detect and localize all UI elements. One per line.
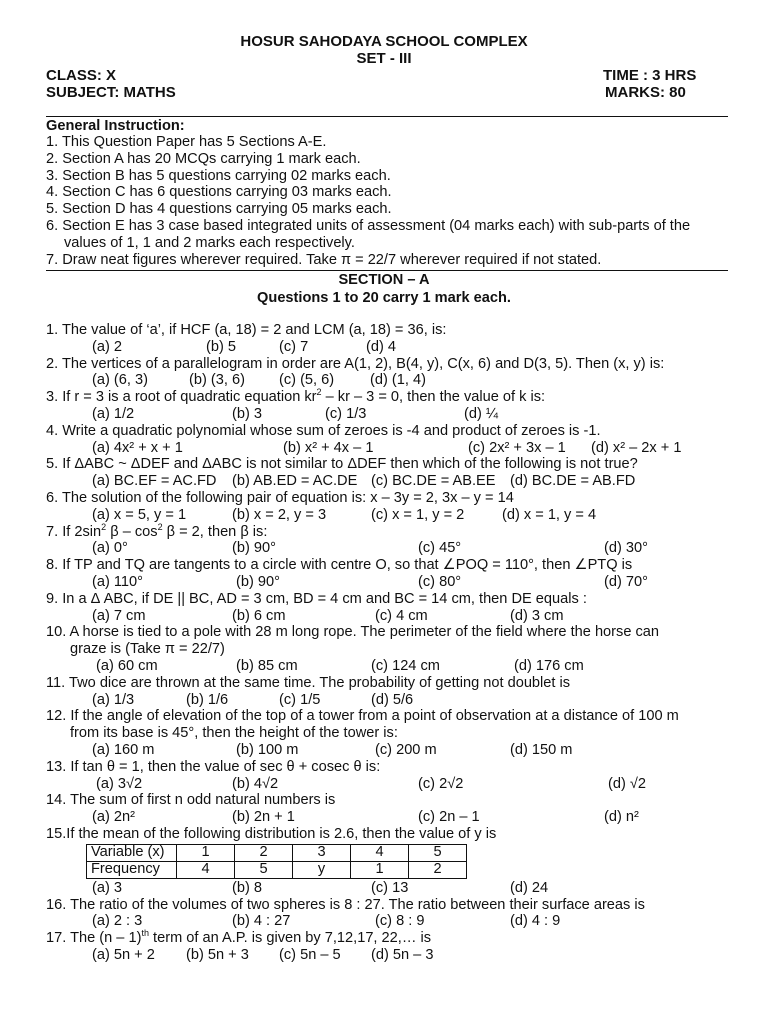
option-b: (b) 90°: [232, 540, 276, 557]
table-cell: 2: [409, 861, 467, 878]
question-text-part: term of an A.P. is given by 7,12,17, 22,… is: [148, 930, 432, 947]
option-a: (a) 110°: [92, 573, 143, 590]
options-row: [46, 540, 746, 557]
option-b: (b) 85 cm: [236, 657, 298, 674]
question-5: [46, 456, 746, 490]
instruction-item: 5. Section D has 4 questions carrying 05 marks each.: [46, 201, 392, 218]
question-16: [46, 897, 746, 931]
option-c: (c) 124 cm: [371, 657, 440, 674]
options-row: [46, 809, 746, 826]
question-1: [46, 322, 746, 356]
time-label: TIME : 3 HRS: [603, 67, 697, 84]
option-d: (d) BC.DE = AB.FD: [510, 473, 636, 490]
option-a: (a) 1/3: [92, 691, 135, 708]
option-b: (b) x² + 4x – 1: [283, 439, 374, 456]
option-a: (a) 7 cm: [92, 607, 146, 624]
question-text: 4. Write a quadratic polynomial whose sum of zeroes is -4 and product of zeroes is -1.: [46, 422, 601, 439]
options-row: [46, 339, 746, 356]
options-row: [46, 574, 746, 591]
option-c: (c) 13: [371, 879, 409, 896]
table-cell: 3: [293, 844, 351, 861]
option-b: (b) 4 : 27: [232, 913, 291, 930]
option-d: (d) 30°: [604, 540, 648, 557]
question-text-part: β – cos: [106, 523, 158, 540]
instructions-heading: General Instruction:: [46, 118, 185, 134]
question-text: 10. A horse is tied to a pole with 28 m long rope. The perimeter of the field where the horse can: [46, 624, 660, 641]
options-row: [46, 658, 746, 675]
instruction-item: 7. Draw neat figures wherever required. Take π = 22/7 wherever required if not stated.: [46, 251, 602, 268]
option-b: (b) AB.ED = AC.DE: [232, 473, 358, 490]
table-cell: 4: [177, 861, 235, 878]
option-d: (d) 5n – 3: [371, 946, 434, 963]
option-d: (d) x = 1, y = 4: [502, 506, 597, 523]
option-c: (c) 1/5: [279, 691, 321, 708]
header-divider: [46, 116, 728, 117]
question-10: [46, 624, 746, 674]
question-text: 5. If ΔABC ~ ΔDEF and ΔABC is not similar to ΔDEF then which of the following is not true?: [46, 456, 638, 473]
question-text: 9. In a Δ ABC, if DE || BC, AD = 3 cm, BD = 4 cm and BC = 14 cm, then DE equals :: [46, 590, 587, 607]
question-text: 13. If tan θ = 1, then the value of sec θ + cosec θ is:: [46, 758, 381, 775]
table-row-header: Variable (x): [87, 844, 177, 861]
option-a: (a) x = 5, y = 1: [92, 506, 187, 523]
section-divider: [46, 270, 728, 271]
question-text-part: – kr – 3 = 0, then the value of k is:: [321, 389, 546, 406]
option-a: (a) 5n + 2: [92, 946, 155, 963]
question-9: [46, 591, 746, 625]
options-row: [46, 776, 746, 793]
table-cell: 1: [177, 844, 235, 861]
instruction-item: 3. Section B has 5 questions carrying 02 marks each.: [46, 167, 391, 184]
question-13: [46, 759, 746, 793]
instruction-item: 1. This Question Paper has 5 Sections A-E.: [46, 134, 327, 150]
instructions-list: [46, 134, 746, 268]
subject-label: SUBJECT: MATHS: [46, 84, 176, 101]
options-row: [46, 507, 746, 524]
option-c: (c) 200 m: [375, 741, 437, 758]
options-row: [46, 406, 746, 423]
option-b: (b) (3, 6): [189, 372, 245, 389]
option-c: (c) BC.DE = AB.EE: [371, 473, 496, 490]
table-row: [87, 844, 467, 861]
option-d: (d) 70°: [604, 573, 648, 590]
option-a: (a) 0°: [92, 540, 128, 557]
option-c: (c) 2n – 1: [418, 809, 480, 826]
options-row: [46, 608, 746, 625]
option-a: (a) 60 cm: [96, 657, 158, 674]
section-subtitle: Questions 1 to 20 carry 1 mark each.: [257, 290, 511, 306]
question-6: [46, 490, 746, 524]
option-d: (d) 150 m: [510, 741, 573, 758]
option-d: (d) √2: [608, 775, 647, 792]
option-c: (c) 1/3: [325, 405, 367, 422]
option-b: (b) 6 cm: [232, 607, 286, 624]
question-11: [46, 675, 746, 709]
option-d: (d) 5/6: [371, 691, 414, 708]
table-row: [87, 861, 467, 878]
question-text-part: 7. If 2sin: [46, 523, 102, 540]
question-text: 11. Two dice are thrown at the same time. The probability of getting not doublet is: [46, 674, 571, 691]
question-text: 14. The sum of first n odd natural numbers is: [46, 792, 336, 809]
option-b: (b) 1/6: [186, 691, 229, 708]
option-c: (c) 45°: [418, 540, 462, 557]
superscript: 2: [316, 387, 322, 398]
question-14: [46, 792, 746, 826]
question-text-continuation: from its base is 45°, then the height of the tower is:: [70, 725, 398, 742]
option-d: (d) 3 cm: [510, 607, 564, 624]
option-d: (d) x² – 2x + 1: [591, 439, 682, 456]
option-b: (b) 4√2: [232, 775, 279, 792]
question-text: [46, 521, 746, 541]
school-name: HOSUR SAHODAYA SCHOOL COMPLEX: [240, 33, 528, 50]
table-cell: 2: [235, 844, 293, 861]
set-label: SET - III: [356, 50, 412, 67]
question-text-part: 17. The (n – 1): [46, 930, 142, 947]
superscript: 2: [101, 521, 107, 532]
option-b: (b) 2n + 1: [232, 809, 295, 826]
instruction-item: 2. Section A has 20 MCQs carrying 1 mark each.: [46, 150, 361, 167]
question-text: 12. If the angle of elevation of the top of a tower from a point of observation at a distance of 100 m: [46, 708, 679, 725]
table-cell: 5: [235, 861, 293, 878]
option-a: (a) BC.EF = AC.FD: [92, 473, 217, 490]
option-d: (d) 176 cm: [514, 657, 584, 674]
question-7: [46, 521, 746, 558]
option-d: (d) 4 : 9: [510, 913, 561, 930]
option-c: (c) 7: [279, 338, 309, 355]
distribution-table: [86, 844, 467, 879]
option-a: (a) 2: [92, 338, 123, 355]
option-c: (c) 8 : 9: [375, 913, 425, 930]
options-row: [46, 742, 746, 759]
option-a: (a) 2 : 3: [92, 913, 143, 930]
table-row-header: Frequency: [87, 861, 177, 878]
option-a: (a) (6, 3): [92, 372, 148, 389]
options-row: [46, 473, 746, 490]
options-row: [46, 880, 746, 897]
question-text-part: β = 2, then β is:: [162, 523, 268, 540]
question-8: [46, 557, 746, 591]
question-text-continuation: graze is (Take π = 22/7): [70, 641, 225, 658]
option-a: (a) 2n²: [92, 809, 135, 826]
option-d: (d) n²: [604, 809, 639, 826]
option-a: (a) 3√2: [96, 775, 143, 792]
question-3: [46, 389, 746, 423]
option-d: (d) (1, 4): [370, 372, 426, 389]
questions-list: [46, 322, 746, 964]
option-a: (a) 160 m: [92, 741, 155, 758]
marks-label: MARKS: 80: [605, 84, 686, 101]
option-c: (c) x = 1, y = 2: [371, 506, 465, 523]
option-c: (c) 2√2: [418, 775, 464, 792]
option-b: (b) 3: [232, 405, 263, 422]
superscript: 2: [157, 521, 163, 532]
question-text: 2. The vertices of a parallelogram in order are A(1, 2), B(4, y), C(x, 6) and D(3, 5). Then (x, y) is:: [46, 355, 665, 372]
instruction-item: 6. Section E has 3 case based integrated units of assessment (04 marks each) with sub-parts of the: [46, 217, 691, 234]
question-17: [46, 930, 746, 964]
table-cell: 5: [409, 844, 467, 861]
option-c: (c) 5n – 5: [279, 946, 341, 963]
question-text-part: 3. If r = 3 is a root of quadratic equation kr: [46, 389, 317, 406]
option-c: (c) 80°: [418, 573, 462, 590]
options-row: [46, 372, 746, 389]
question-text: 16. The ratio of the volumes of two spheres is 8 : 27. The ratio between their surface areas is: [46, 896, 645, 913]
options-row: [46, 913, 746, 930]
instruction-item: 4. Section C has 6 questions carrying 03 marks each.: [46, 184, 392, 201]
option-a: (a) 1/2: [92, 405, 135, 422]
option-b: (b) 100 m: [236, 741, 299, 758]
question-text: [46, 389, 746, 406]
option-d: (d) 24: [510, 879, 549, 896]
option-a: (a) 3: [92, 879, 123, 896]
table-cell: 4: [351, 844, 409, 861]
option-b: (b) x = 2, y = 3: [232, 506, 327, 523]
option-b: (b) 5n + 3: [186, 946, 249, 963]
class-label: CLASS: X: [46, 67, 117, 84]
question-text: 6. The solution of the following pair of equation is: x – 3y = 2, 3x – y = 14: [46, 489, 514, 506]
options-row: [46, 947, 746, 964]
option-d: (d) ¼: [464, 405, 499, 422]
option-b: (b) 90°: [236, 573, 280, 590]
superscript: th: [141, 928, 149, 939]
question-4: [46, 423, 746, 457]
option-b: (b) 8: [232, 879, 263, 896]
question-text: 8. If TP and TQ are tangents to a circle with centre O, so that ∠POQ = 110°, then ∠PTQ is: [46, 557, 633, 574]
instruction-item-continuation: values of 1, 1 and 2 marks each respectively.: [64, 234, 355, 251]
option-d: (d) 4: [366, 338, 397, 355]
options-row: [46, 440, 746, 457]
question-text: 1. The value of ‘a’, if HCF (a, 18) = 2 and LCM (a, 18) = 36, is:: [46, 322, 447, 338]
question-text: 15.If the mean of the following distribution is 2.6, then the value of y is: [46, 825, 497, 842]
options-row: [46, 692, 746, 709]
section-title: SECTION – A: [338, 272, 430, 288]
option-a: (a) 4x² + x + 1: [92, 439, 183, 456]
question-text: [46, 930, 746, 947]
table-cell: 1: [351, 861, 409, 878]
option-c: (c) 4 cm: [375, 607, 428, 624]
question-15: [46, 826, 746, 897]
question-2: [46, 356, 746, 390]
option-c: (c) (5, 6): [279, 372, 335, 389]
question-12: [46, 708, 746, 758]
table-cell: y: [293, 861, 351, 878]
option-b: (b) 5: [206, 338, 237, 355]
option-c: (c) 2x² + 3x – 1: [468, 439, 566, 456]
